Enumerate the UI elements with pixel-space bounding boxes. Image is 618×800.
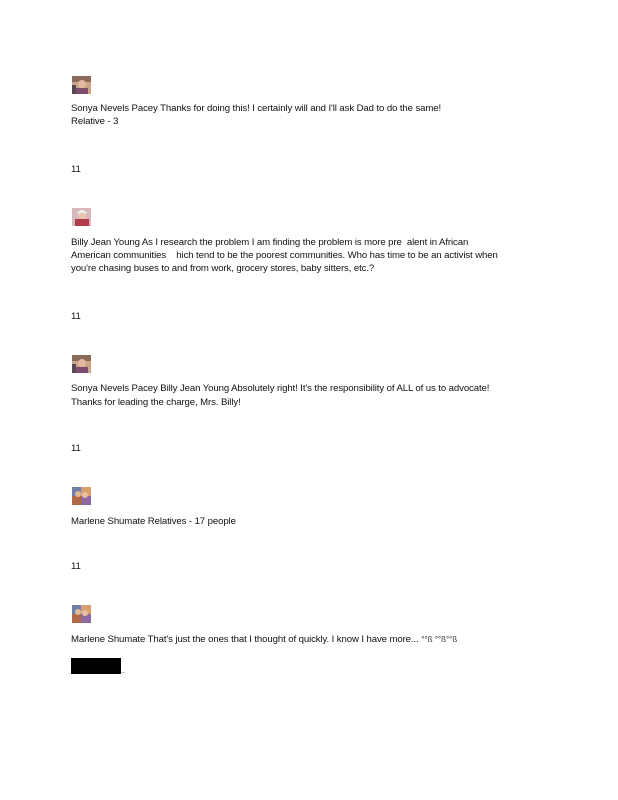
reaction-count: 11 <box>71 561 81 572</box>
avatar[interactable] <box>72 355 91 373</box>
reaction-count: 11 <box>71 311 81 322</box>
avatar[interactable] <box>72 487 91 505</box>
user-photo-icon <box>72 355 91 373</box>
avatar[interactable] <box>72 208 91 226</box>
comment-text-line: Sonya Nevels Pacey Thanks for doing this! I certainly will and I'll ask Dad to do the same! <box>71 103 442 114</box>
comment-text: Marlene Shumate That's just the ones that I thought of quickly. I know I have more... <box>71 634 419 645</box>
comment-text-line: Thanks for leading the charge, Mrs. Billy! <box>71 397 241 408</box>
avatar[interactable] <box>72 605 91 623</box>
user-photo-icon <box>72 605 91 623</box>
comment-text-line: Sonya Nevels Pacey Billy Jean Young Absolutely right! It's the responsibility of ALL of us to advocate! <box>71 383 490 394</box>
reaction-count: 11 <box>71 443 81 454</box>
comment-text-line: Marlene Shumate Relatives - 17 people <box>71 516 236 527</box>
comment-text-line: Relative - 3 <box>71 116 119 127</box>
avatar[interactable] <box>72 76 91 94</box>
redaction-block <box>71 658 121 674</box>
comment-text-line: Billy Jean Young As I research the problem I am finding the problem is more pre alent in African <box>71 237 469 248</box>
user-photo-icon <box>72 487 91 505</box>
comment-text-line: American communities hich tend to be the poorest communities. Who has time to be an activist when <box>71 250 498 261</box>
comment-text-line <box>71 633 457 646</box>
reaction-count: 11 <box>71 164 81 175</box>
user-photo-icon <box>72 208 91 226</box>
comment-text-line: you're chasing buses to and from work, grocery stores, baby sitters, etc.? <box>71 263 375 274</box>
emoji-garble: °°ß °°ß°°ß <box>421 635 458 644</box>
redaction-trailer: .. <box>121 668 125 675</box>
user-photo-icon <box>72 76 91 94</box>
